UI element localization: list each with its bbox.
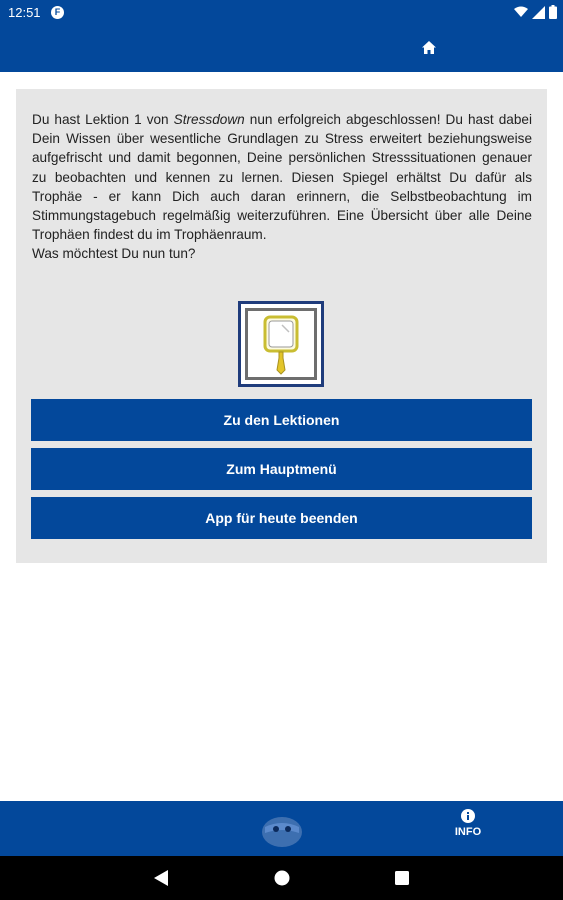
notification-icon: F	[51, 6, 64, 19]
app-name: Stressdown	[173, 112, 245, 127]
recents-button[interactable]	[392, 868, 412, 888]
back-button[interactable]	[151, 868, 171, 888]
lesson-complete-card	[16, 89, 547, 563]
wifi-icon	[514, 6, 528, 18]
to-main-menu-button[interactable]: Zum Hauptmenü	[31, 448, 532, 490]
home-icon	[422, 41, 436, 54]
trophy-image	[245, 308, 317, 380]
hand-mirror-icon	[248, 311, 314, 377]
trophy-frame	[238, 301, 324, 387]
system-home-button[interactable]	[272, 868, 292, 888]
signal-icon	[532, 6, 545, 19]
bottom-bar	[0, 801, 563, 856]
app-bar	[0, 26, 563, 72]
status-time: 12:51	[8, 5, 41, 20]
mascot-button[interactable]	[260, 813, 304, 847]
info-button[interactable]	[448, 809, 488, 849]
lesson-complete-message	[32, 110, 532, 264]
system-navigation-bar	[0, 856, 563, 900]
back-icon	[154, 870, 168, 886]
mascot-face-icon	[260, 813, 304, 847]
recents-icon	[395, 871, 409, 885]
status-icons	[514, 5, 557, 19]
info-label: INFO	[454, 826, 482, 838]
home-button[interactable]	[418, 36, 440, 58]
info-icon	[461, 809, 475, 823]
battery-icon	[549, 5, 557, 19]
message-text-start: Du hast Lektion 1 von	[32, 112, 174, 127]
to-lessons-button[interactable]: Zu den Lektionen	[31, 399, 532, 441]
quit-app-button[interactable]: App für heute beenden	[31, 497, 532, 539]
message-text-end: nun erfolgreich abgeschlossen! Du hast dabei Dein Wissen über wesentliche Grundlagen zu Stress erweitert beziehungsweise aufgefrischt und damit begonnen, Deine persönlichen Stresssituationen genauer zu beobachten und kennen zu lernen. Diesen Spiegel erhältst Du dafür als Trophäe - er kann Dich auch daran erinnern, die Selbstbeobachtung im Stimmungstagebuch regelmäßig weiterzuführen. Eine Übersicht über alle Deine Trophäen findest du im Trophäenraum.	[32, 112, 532, 243]
home-circle-icon	[274, 870, 290, 886]
next-step-question: Was möchtest Du nun tun?	[32, 246, 196, 262]
status-bar	[0, 0, 563, 26]
